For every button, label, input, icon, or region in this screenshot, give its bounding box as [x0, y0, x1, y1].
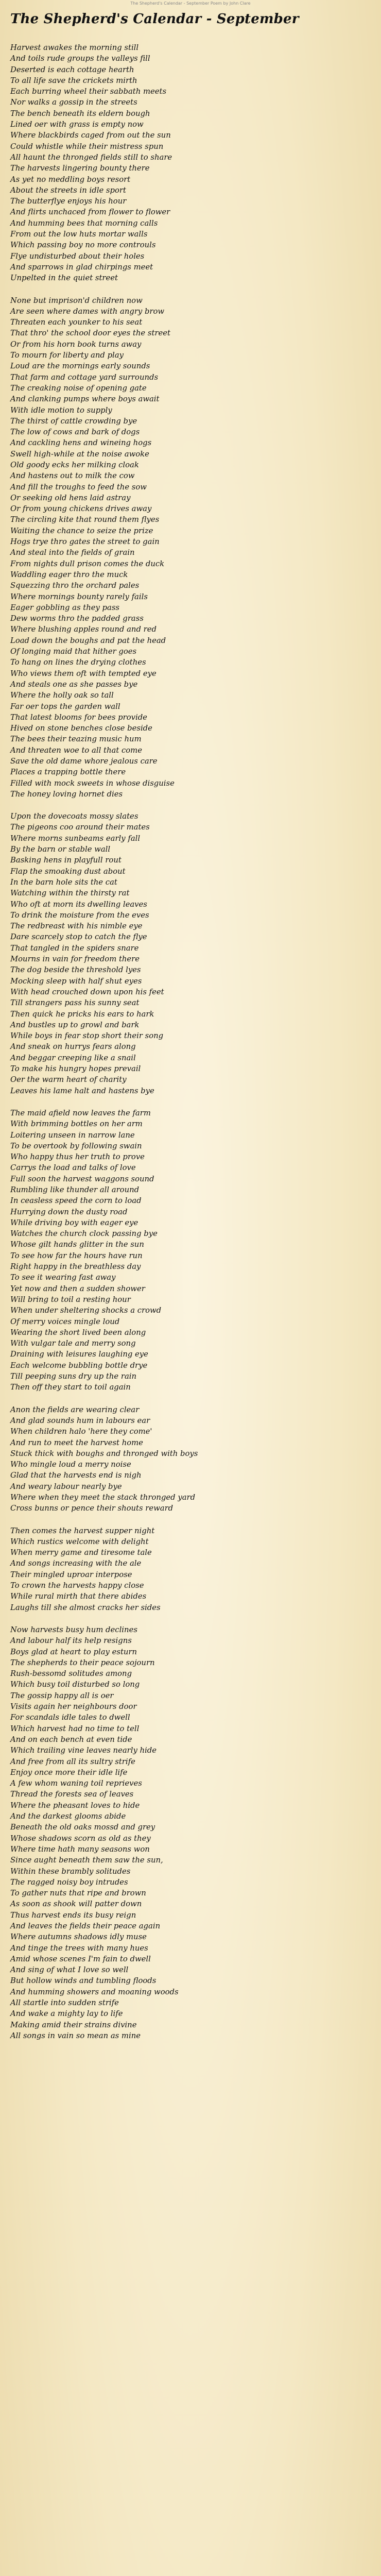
- poem-line: Where the holly oak so tall: [10, 691, 114, 700]
- poem-line: Within these brambly solitudes: [10, 1867, 131, 1876]
- poem-line: Squezzing thro the orchard pales: [10, 581, 140, 590]
- poem-line: With idle motion to supply: [10, 405, 112, 415]
- poem-line: Swell high-while at the noise awoke: [10, 449, 149, 459]
- poem-line: To see how far the hours have run: [10, 1251, 143, 1260]
- poem-line: Dew worms thro the padded grass: [10, 614, 144, 623]
- poem-line: Eager gobbling as they pass: [10, 603, 120, 612]
- poem-line: Where the pheasant loves to hide: [10, 1801, 140, 1810]
- poem-line: Lined oer with grass is empty now: [10, 120, 144, 129]
- poem-line: Deserted is each cottage hearth: [10, 65, 134, 74]
- poem-line: Dare scarcely stop to catch the flye: [10, 933, 147, 942]
- poem-line: To drink the moisture from the eves: [10, 910, 149, 920]
- poem-line: The honey loving hornet dies: [10, 789, 123, 799]
- poem-line: With brimming bottles on her arm: [10, 1120, 143, 1129]
- poem-line: As yet no meddling boys resort: [10, 175, 131, 184]
- poem-line: In the barn hole sits the cat: [10, 877, 117, 887]
- poem-line: And threaten woe to all that come: [10, 745, 142, 755]
- poem-line: Till peeping suns dry up the rain: [10, 1372, 137, 1381]
- poem-body: [10, 42, 371, 2053]
- poem-line: The bench beneath its eldern bough: [10, 109, 150, 118]
- poem-line: Making amid their strains divine: [10, 2020, 137, 2029]
- poem-line: Where morns sunbeams early fall: [10, 834, 141, 843]
- poem-line: Or from young chickens drives away: [10, 504, 152, 514]
- poem-line: And sing of what I love so well: [10, 1965, 129, 1975]
- poem-line: Wearing the short lived been along: [10, 1328, 146, 1337]
- poem-line: Loud are the mornings early sounds: [10, 362, 150, 371]
- poem-line: Hurrying down the dusty road: [10, 1207, 128, 1216]
- poem-line: Full soon the harvest waggons sound: [10, 1174, 154, 1183]
- poem-line: Or from his horn book turns away: [10, 340, 142, 349]
- poem-line: Save the old dame whore jealous care: [10, 757, 158, 766]
- poem-line: The low of cows and bark of dogs: [10, 428, 140, 437]
- poem-line: Where time hath many seasons won: [10, 1844, 150, 1854]
- poem-line: The redbreast with his nimble eye: [10, 922, 143, 931]
- poem-line: And flirts unchaced from flower to flower: [10, 208, 170, 217]
- poem-line: About the streets in idle sport: [10, 185, 126, 195]
- poem-line: And fill the troughs to feed the sow: [10, 482, 147, 492]
- poem-line: Watches the church clock passing bye: [10, 1229, 158, 1239]
- poem-line: And weary labour nearly bye: [10, 1482, 122, 1491]
- poem-line: To gather nuts that ripe and brown: [10, 1889, 146, 1898]
- poem-line: Filled with mock sweets in whose disguise: [10, 778, 175, 788]
- poem-line: Whose shadows scorn as old as they: [10, 1834, 151, 1843]
- poem-line: Leaves his lame halt and hastens bye: [10, 1086, 154, 1095]
- poem-line: Mocking sleep with half shut eyes: [10, 976, 142, 986]
- poem-line: To crown the harvests happy close: [10, 1581, 144, 1590]
- poem-line: None but imprison'd children now: [10, 296, 143, 305]
- poem-line: Where blushing apples round and red: [10, 625, 157, 634]
- poem-line: In ceasless speed the corn to load: [10, 1196, 142, 1206]
- poem-line: And cackling hens and wineing hogs: [10, 438, 152, 448]
- poem-line: Stuck thick with boughs and thronged with boys: [10, 1449, 198, 1458]
- page-caption: The Shepherd's Calendar - September Poem by John Clare: [130, 1, 251, 6]
- poem-line: And beggar creeping like a snail: [10, 1053, 136, 1062]
- poem-line: The creaking noise of opening gate: [10, 383, 147, 393]
- poem-line: But hollow winds and tumbling floods: [10, 1976, 157, 1986]
- poem-line: And the darkest glooms abide: [10, 1812, 126, 1821]
- poem-line: When children halo 'here they come': [10, 1427, 152, 1436]
- poem-line: And songs increasing with the ale: [10, 1559, 142, 1568]
- poem-line: Beneath the old oaks mossd and grey: [10, 1823, 155, 1832]
- poem-line: Unpelted in the quiet street: [10, 274, 118, 283]
- poem-line: And clanking pumps where boys await: [10, 395, 160, 404]
- poem-line: Who happy thus her truth to prove: [10, 1153, 145, 1162]
- poem-stanza: [10, 1624, 371, 2041]
- poem-line: Hived on stone benches close beside: [10, 724, 152, 733]
- poem-line: Right happy in the breathless day: [10, 1262, 141, 1272]
- poem-line: And on each bench at even tide: [10, 1735, 132, 1744]
- poem-line: Places a trapping bottle there: [10, 768, 126, 777]
- poem-line: Each burring wheel their sabbath meets: [10, 87, 167, 96]
- poem-line: To hang on lines the drying clothes: [10, 658, 146, 667]
- poem-line: While boys in fear stop short their song: [10, 1031, 164, 1041]
- poem-line: Waiting the chance to seize the prize: [10, 526, 153, 535]
- poem-line: To make his hungry hopes prevail: [10, 1064, 141, 1074]
- poem-line: Whose gilt hands glitter in the sun: [10, 1240, 144, 1249]
- poem-line: The thirst of cattle crowding bye: [10, 416, 137, 426]
- poem-line: Then comes the harvest supper night: [10, 1526, 155, 1535]
- poem-line: To see it wearing fast away: [10, 1273, 116, 1282]
- poem-stanza: [10, 42, 371, 284]
- poem-line: All startle into sudden strife: [10, 1998, 119, 2008]
- poem-line: To all life save the crickets mirth: [10, 76, 137, 85]
- poem-line: Carrys the load and talks of love: [10, 1163, 136, 1173]
- poem-line: While driving boy with eager eye: [10, 1218, 138, 1227]
- poem-line: Nor walks a gossip in the streets: [10, 98, 137, 107]
- poem-line: All haunt the thronged fields still to share: [10, 152, 172, 162]
- poem-line: From nights dull prison comes the duck: [10, 559, 165, 568]
- poem-line: Hogs trye thro gates the street to gain: [10, 537, 160, 547]
- poem-line: And toils rude groups the valleys fill: [10, 54, 150, 63]
- poem-line: Which harvest had no time to tell: [10, 1724, 140, 1733]
- poem-line: That farm and cottage yard surrounds: [10, 372, 159, 382]
- poem-line: That latest blooms for bees provide: [10, 713, 147, 722]
- poem-line: The circling kite that round them flyes: [10, 515, 160, 524]
- poem-line: Or seeking old hens laid astray: [10, 493, 131, 502]
- poem-line: And free from all its sultry strife: [10, 1757, 135, 1766]
- poem-line: And run to meet the harvest home: [10, 1438, 143, 1447]
- poem-line: Anon the fields are wearing clear: [10, 1405, 140, 1414]
- poem-line: And wake a mighty lay to life: [10, 2009, 123, 2019]
- poem-line: Now harvests busy hum declines: [10, 1625, 137, 1634]
- poem-line: Rumbling like thunder all around: [10, 1185, 140, 1194]
- poem-line: The harvests lingering bounty there: [10, 164, 150, 173]
- poem-line: Of merry voices mingle loud: [10, 1317, 120, 1326]
- poem-line: Flap the smoaking dust about: [10, 867, 126, 876]
- poem-line: Who oft at morn its dwelling leaves: [10, 900, 147, 909]
- poem-line: The gossip happy all is oer: [10, 1691, 114, 1700]
- poem-line: And humming bees that morning calls: [10, 218, 158, 228]
- poem-line: With head crouched down upon his feet: [10, 987, 164, 996]
- poem-line: Each welcome bubbling bottle drye: [10, 1361, 148, 1370]
- poem-line: The maid afield now leaves the farm: [10, 1108, 151, 1117]
- poem-line: To be overtook by following swain: [10, 1141, 142, 1150]
- poem-line: Where mornings bounty rarely fails: [10, 592, 148, 601]
- poem-line: To mourn for liberty and play: [10, 351, 124, 360]
- poem-line: Waddling eager thro the muck: [10, 570, 128, 579]
- poem-line: And bustles up to growl and bark: [10, 1020, 140, 1029]
- poem-line: Which trailing vine leaves nearly hide: [10, 1746, 157, 1755]
- poem-line: All songs in vain so mean as mine: [10, 2031, 141, 2040]
- poem-line: Amid whose scenes I'm fain to dwell: [10, 1954, 151, 1963]
- poem-line: Upon the dovecoats mossy slates: [10, 812, 138, 821]
- poem-line: Load down the boughs and pat the head: [10, 636, 166, 645]
- poem-line: Who mingle loud a merry noise: [10, 1460, 131, 1469]
- poem-line: Where autumns shadows idly muse: [10, 1933, 147, 1942]
- poem-line: That thro' the school door eyes the street: [10, 329, 170, 338]
- poem-line: And leaves the fields their peace again: [10, 1921, 161, 1930]
- poem-line: Could whistle while their mistress spun: [10, 142, 164, 151]
- poem-line: And tinge the trees with many hues: [10, 1943, 148, 1953]
- poem-line: Who views them oft with tempted eye: [10, 669, 157, 678]
- poem-stanza: [10, 1526, 371, 1613]
- poem-line: Which busy toil disturbed so long: [10, 1680, 140, 1689]
- poem-line: The bees their teazing music hum: [10, 735, 142, 744]
- poem-line: Which rustics welcome with delight: [10, 1537, 149, 1546]
- poem-line: Rush-bessomd solitudes among: [10, 1669, 132, 1679]
- poem-line: And steal into the fields of grain: [10, 548, 135, 557]
- poem-line: Harvest awakes the morning still: [10, 43, 139, 52]
- poem-line: Glad that the harvests end is nigh: [10, 1471, 142, 1480]
- poem-line: Visits again her neighbours door: [10, 1702, 137, 1711]
- poem-line: Will bring to toil a resting hour: [10, 1295, 131, 1304]
- poem-line: Of longing maid that hither goes: [10, 647, 137, 656]
- poem-line: For scandals idle tales to dwell: [10, 1713, 130, 1722]
- poem-line: Threaten each younker to his seat: [10, 318, 143, 327]
- poem-stanza: [10, 295, 371, 800]
- poem-line: A few whom waning toil reprieves: [10, 1779, 142, 1788]
- poem-stanza: [10, 1108, 371, 1393]
- poem-line: Which passing boy no more controuls: [10, 241, 156, 250]
- poem-line: Enjoy once more their idle life: [10, 1768, 128, 1777]
- poem-line: Then off they start to toil again: [10, 1383, 131, 1392]
- poem-line: And hastens out to milk the cow: [10, 471, 135, 481]
- poem-line: When merry game and tiresome tale: [10, 1548, 152, 1557]
- poem-line: Till strangers pass his sunny seat: [10, 998, 140, 1008]
- poem-line: And glad sounds hum in labours ear: [10, 1416, 150, 1425]
- poem-stanza: [10, 1404, 371, 1514]
- poem-line: Loitering unseen in narrow lane: [10, 1130, 135, 1140]
- poem-line: When under sheltering shocks a crowd: [10, 1306, 162, 1315]
- poem-line: Are seen where dames with angry brow: [10, 307, 165, 316]
- poem-line: The ragged noisy boy intrudes: [10, 1877, 128, 1887]
- poem-line: With vulgar tale and merry song: [10, 1339, 136, 1348]
- poem-line: Then quick he pricks his ears to hark: [10, 1009, 154, 1019]
- poem-line: Old goody ecks her milking cloak: [10, 460, 139, 469]
- poem-line: Their mingled uproar interpose: [10, 1570, 132, 1579]
- poem-line: While rural mirth that there abides: [10, 1592, 147, 1601]
- poem-line: Basking hens in playfull rout: [10, 856, 122, 865]
- poem-stanza: [10, 811, 371, 1096]
- poem-line: By the barn or stable wall: [10, 845, 111, 854]
- poem-line: And labour half its help resigns: [10, 1636, 132, 1646]
- poem-line: The dog beside the threshold lyes: [10, 965, 141, 975]
- poem-line: From out the low huts mortar walls: [10, 230, 148, 239]
- poem-title: The Shepherd's Calendar - September: [10, 11, 299, 27]
- poem-line: And humming showers and moaning woods: [10, 1987, 179, 1996]
- poem-line: And sneak on hurrys fears along: [10, 1042, 136, 1052]
- poem-line: The butterflye enjoys his hour: [10, 197, 127, 206]
- poem-line: That tangled in the spiders snare: [10, 943, 139, 953]
- poem-line: The shepherds to their peace sojourn: [10, 1658, 155, 1667]
- poem-line: Thread the forests sea of leaves: [10, 1790, 134, 1799]
- poem-line: Thus harvest ends its busy reign: [10, 1910, 136, 1920]
- poem-line: Where when they meet the stack thronged yard: [10, 1493, 196, 1502]
- poem-line: Boys glad at heart to play esturn: [10, 1647, 137, 1656]
- poem-line: Laughs till she almost cracks her sides: [10, 1603, 161, 1612]
- poem-line: Where blackbirds caged from out the sun: [10, 131, 171, 140]
- poem-line: Far oer tops the garden wall: [10, 702, 120, 711]
- poem-line: Draining with leisures laughing eye: [10, 1350, 148, 1359]
- poem-line: Since aught beneath them saw the sun,: [10, 1856, 163, 1865]
- poem-line: Flye undisturbed about their holes: [10, 251, 145, 261]
- poem-line: And steals one as she passes bye: [10, 680, 138, 689]
- poem-line: Watching within the thirsty rat: [10, 889, 130, 898]
- poem-line: As soon as shook will patter down: [10, 1900, 142, 1909]
- poem-line: Oer the warm heart of charity: [10, 1075, 127, 1084]
- poem-line: Cross bunns or pence their shouts reward: [10, 1504, 174, 1513]
- poem-line: The pigeons coo around their mates: [10, 823, 150, 832]
- poem-line: Mourns in vain for freedom there: [10, 955, 140, 964]
- poem-line: And sparrows in glad chirpings meet: [10, 262, 153, 272]
- poem-line: Yet now and then a sudden shower: [10, 1284, 145, 1293]
